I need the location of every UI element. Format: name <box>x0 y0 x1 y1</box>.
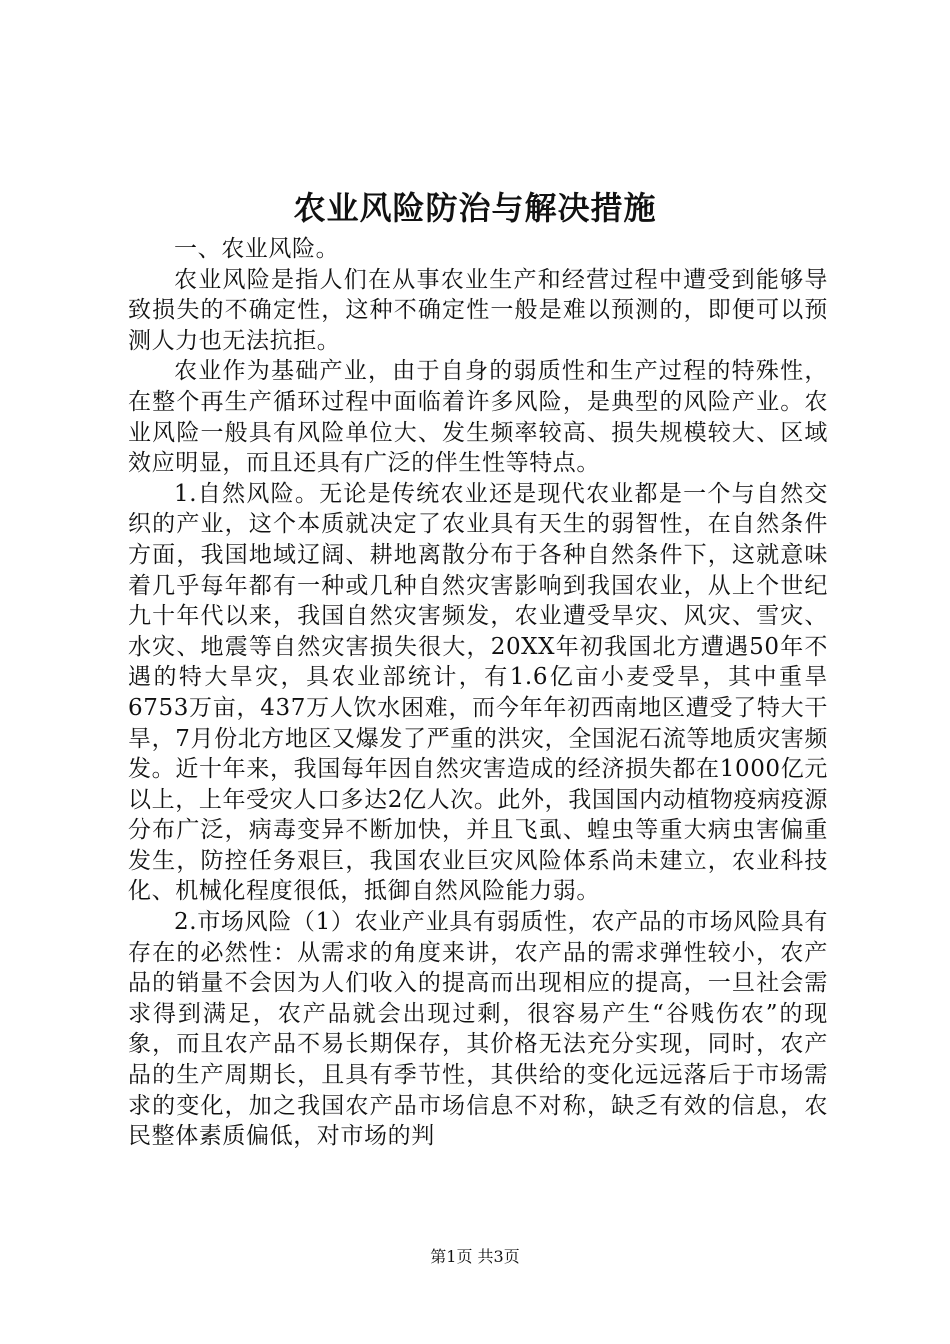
page-number: 第1页 共3页 <box>430 1247 520 1266</box>
section-heading-agricultural-risk: 一、农业风险。 <box>174 236 340 262</box>
paragraph-market-risk: 2.市场风险（1）农业产业具有弱质性，农产品的市场风险具有存在的必然性：从需求的角度来讲，农产品的需求弹性较小，农产品的销量不会因为人们收入的提高而出现相应的提高，一旦社会需求得到满足，农产品就会出现过剩，很容易产生“谷贱伤农”的现象，而且农产品不易长期保存，其价格无法充分实现，同时，农产品的生产周期长，且具有季节性，其供给的变化远远落后于市场需求的变化，加之我国农产品市场信息不对称，缺乏有效的信息，农民整体素质偏低，对市场的判 <box>128 909 828 1150</box>
paragraph-natural-risk: 1.自然风险。无论是传统农业还是现代农业都是一个与自然交织的产业，这个本质就决定了农业具有天生的弱智性，在自然条件方面，我国地域辽阔、耕地离散分布于各种自然条件下，这就意味着几乎每年都有一种或几种自然灾害影响到我国农业，从上个世纪九十年代以来，我国自然灾害频发，农业遭受旱灾、风灾、雪灾、水灾、地震等自然灾害损失很大，20XX年初我国北方遭遇50年不遇的特大旱灾，具农业部统计，有1.6亿亩小麦受旱，其中重旱6753万亩，437万人饮水困难，而今年年初西南地区遭受了特大干旱，7月份北方地区又爆发了严重的洪灾，全国泥石流等地质灾害频发。近十年来，我国每年因自然灾害造成的经济损失都在1000亿元以上，上年受灾人口多达2亿人次。此外，我国国内动植物疫病疫源分布广泛，病毒变异不断加快，并且飞虱、蝗虫等重大病虫害偏重发生，防控任务艰巨，我国农业巨灾风险体系尚未建立，农业科技化、机械化程度很低，抵御自然风险能力弱。 <box>128 480 828 905</box>
document-title: 农业风险防治与解决措施 <box>293 189 657 227</box>
paragraph-risk-definition: 农业风险是指人们在从事农业生产和经营过程中遭受到能够导致损失的不确定性，这种不确定性一般是难以预测的，即便可以预测人力也无法抗拒。 <box>128 266 828 354</box>
paragraph-risk-characteristics: 农业作为基础产业，由于自身的弱质性和生产过程的特殊性，在整个再生产循环过程中面临着许多风险，是典型的风险产业。农业风险一般具有风险单位大、发生频率较高、损失规模较大、区域效应明显，而且还具有广泛的伴生性等特点。 <box>128 358 828 477</box>
document-body <box>128 234 828 1152</box>
